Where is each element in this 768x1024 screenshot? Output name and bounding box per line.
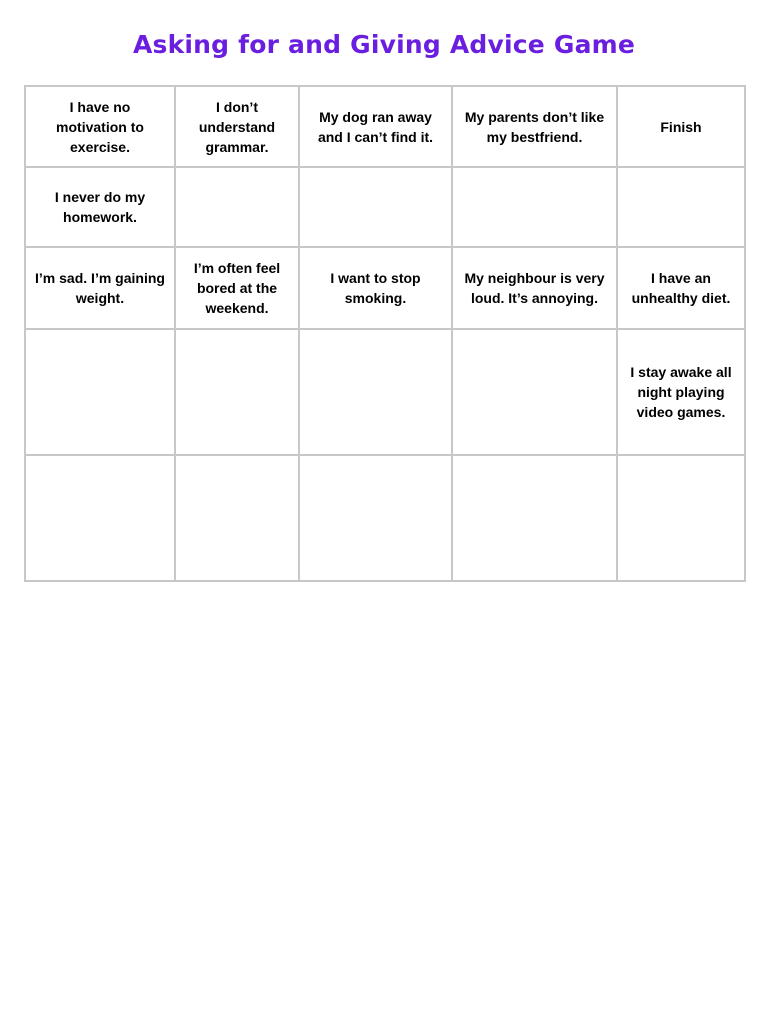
board-cell: I stay awake all night playing video games.: [617, 329, 745, 455]
board-row-4: [25, 329, 745, 455]
board-cell: [617, 167, 745, 247]
board-cell: [299, 329, 452, 455]
board-cell: [452, 455, 617, 581]
finish-cell: Finish: [617, 86, 745, 167]
board-cell: I want to stop smoking.: [299, 247, 452, 329]
board-row-3: [25, 247, 745, 329]
board-cell: [175, 455, 299, 581]
board-cell: I have an unhealthy diet.: [617, 247, 745, 329]
page-title: Asking for and Giving Advice Game: [132, 30, 636, 59]
board-cell: [175, 329, 299, 455]
board-cell: [25, 329, 175, 455]
board-cell: [299, 167, 452, 247]
board-row-5: [25, 455, 745, 581]
board-cell: My parents don’t like my bestfriend.: [452, 86, 617, 167]
board-cell: My dog ran away and I can’t find it.: [299, 86, 452, 167]
game-board: [24, 85, 746, 582]
board-row-2: [25, 167, 745, 247]
board-cell: [617, 455, 745, 581]
board-cell: I’m sad. I’m gaining weight.: [25, 247, 175, 329]
board-cell: [175, 167, 299, 247]
board-cell: [452, 167, 617, 247]
board-cell: I have no motivation to exercise.: [25, 86, 175, 167]
board-cell: I don’t understand grammar.: [175, 86, 299, 167]
board-cell: [452, 329, 617, 455]
board-row-1: [25, 86, 745, 167]
board-cell: [25, 455, 175, 581]
board-cell: My neighbour is very loud. It’s annoying.: [452, 247, 617, 329]
board-cell: [299, 455, 452, 581]
board-cell: I’m often feel bored at the weekend.: [175, 247, 299, 329]
board-cell: I never do my homework.: [25, 167, 175, 247]
